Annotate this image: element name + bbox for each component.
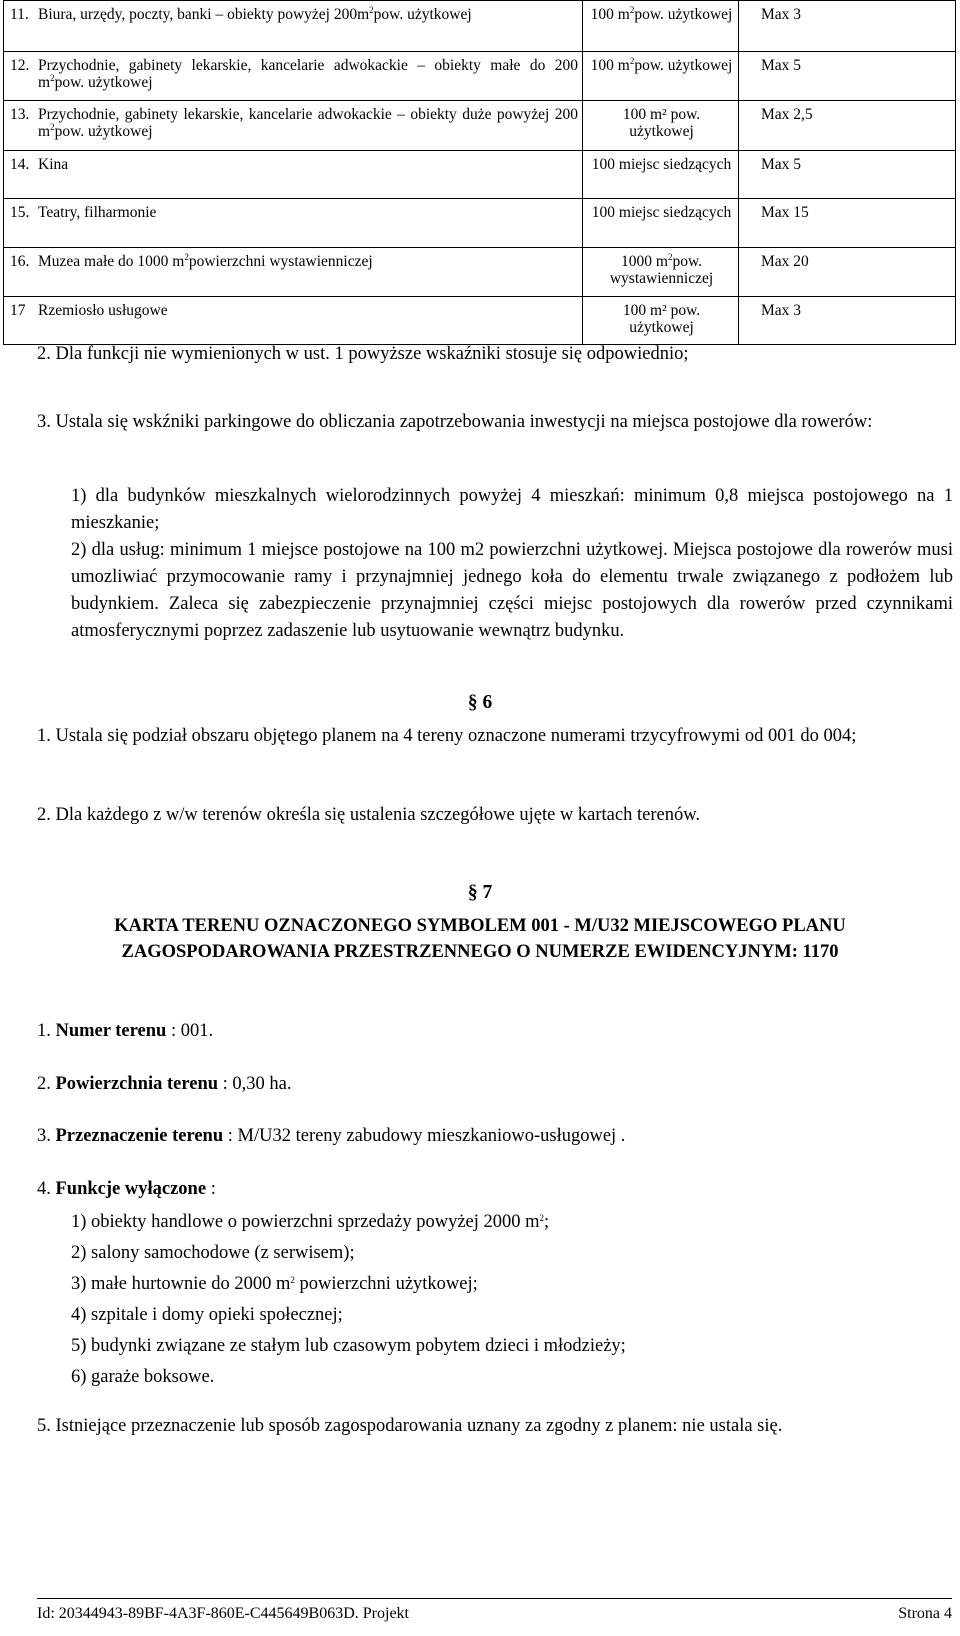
list-item: 6) garaże boksowe. — [71, 1367, 215, 1387]
footer — [37, 1605, 952, 1623]
list-item: 2) salony samochodowe (z serwisem); — [71, 1243, 355, 1263]
row-unit-cell: 100 miejsc siedzących — [583, 151, 739, 199]
table-row — [4, 101, 956, 151]
row-description: Kina — [38, 156, 69, 173]
table-row — [4, 52, 956, 101]
card-item-4: 4. Funkcje wyłączone : — [37, 1179, 216, 1199]
row-description: Muzea małe do 1000 $m^2powierzchni$ wystawienniczej — [38, 252, 373, 270]
table-row — [4, 248, 956, 297]
row-unit-cell: 100 m² pow. użytkowej — [583, 101, 739, 151]
section-6-paragraph-2: 2. Dla każdego z w/w terenów określa się ustalenia szczegółowe ujęte w kartach terenów. — [37, 805, 700, 825]
row-unit-cell: 100 miejsc siedzących — [583, 199, 739, 248]
card-title-line-1: KARTA TERENU OZNACZONEGO SYMBOLEM 001 - M/U32 MIEJSCOWEGO PLANU — [114, 916, 846, 936]
row-number: 17 — [10, 302, 26, 319]
paragraph-3-item-2: 2) dla usług: minimum 1 miejsce postojowe na 100 m2 powierzchni użytkowej. Miejsca postojowe dla rowerów musi umozliwiać przymocowanie ramy i przynajmniej jednego koła do elementu trwale związanego z podłożem lub budynkiem. Zaleca się zabezpieczenie przynajmniej części miejsc postojowych dla rowerów przed czynnikami atmosferycznymi poprzez zadaszenie lub usytuowanie wewnątrz budynku. — [71, 540, 953, 641]
list-item: 1) obiekty handlowe o powierzchni sprzedaży powyżej 2000 $m^2$; — [71, 1212, 550, 1232]
row-description-cell — [4, 1, 583, 52]
paragraph-2: 2. Dla funkcji nie wymienionych w ust. 1 powyższe wskaźniki stosuje się odpowiednio; — [37, 344, 689, 364]
row-unit-cell: 100 $m^2pow$. użytkowej — [583, 52, 739, 101]
row-value-cell: Max 2,5 — [739, 101, 956, 151]
row-description-cell — [4, 101, 583, 151]
row-description: Przychodnie, gabinety lekarskie, kancelarie adwokackie – obiekty duże powyżej 200 $m^2pow$. użytkowej — [38, 106, 578, 140]
row-description: Przychodnie, gabinety lekarskie, kancelarie adwokackie – obiekty małe do 200 $m^2pow$. użytkowej — [38, 57, 578, 91]
card-item-2: 2. Powierzchnia terenu : 0,30 ha. — [37, 1074, 292, 1094]
card-item-1: 1. Numer terenu : 001. — [37, 1021, 214, 1041]
row-number: 14. — [10, 156, 30, 173]
row-number: 16. — [10, 253, 30, 270]
section-7-heading: § 7 — [467, 882, 493, 903]
row-number: 13. — [10, 106, 30, 123]
row-value-cell: Max 5 — [739, 151, 956, 199]
footer-document-id: Id: 20344943-89BF-4A3F-860E-C445649B063D. Projekt — [37, 1605, 409, 1622]
row-description-cell — [4, 297, 583, 345]
footer-page-number: Strona 4 — [898, 1605, 952, 1622]
row-value-cell: Max 3 — [739, 1, 956, 52]
footer-divider — [37, 1598, 952, 1599]
row-description-cell — [4, 151, 583, 199]
table-row — [4, 1, 956, 52]
row-description-cell — [4, 52, 583, 101]
row-value-cell: Max 15 — [739, 199, 956, 248]
row-value-cell: Max 3 — [739, 297, 956, 345]
section-6-heading: § 6 — [467, 692, 493, 713]
row-unit-cell: 100 $m^2pow$. użytkowej — [583, 1, 739, 52]
card-title-line-2: ZAGOSPODAROWANIA PRZESTRZENNEGO O NUMERZE EWIDENCYJNYM: 1170 — [121, 942, 839, 962]
row-description-cell — [4, 248, 583, 297]
list-item: 5) budynki związane ze stałym lub czasowym pobytem dzieci i młodzieży; — [71, 1336, 626, 1356]
list-item: 3) małe hurtownie do 2000 $m^2$ powierzchni użytkowej; — [71, 1274, 478, 1294]
table-row — [4, 199, 956, 248]
row-number: 12. — [10, 57, 30, 74]
row-number: 15. — [10, 204, 30, 221]
row-value-cell: Max 5 — [739, 52, 956, 101]
card-item-5: 5. Istniejące przeznaczenie lub sposób zagospodarowania uznany za zgodny z planem: nie ustala się. — [37, 1416, 783, 1436]
card-item-3: 3. Przeznaczenie terenu : M/U32 tereny zabudowy mieszkaniowo-usługowej . — [37, 1126, 626, 1146]
row-description: Rzemiosło usługowe — [38, 302, 168, 319]
list-item: 4) szpitale i domy opieki społecznej; — [71, 1305, 343, 1325]
table-row — [4, 151, 956, 199]
row-value-cell: Max 20 — [739, 248, 956, 297]
section-6-paragraph-1: 1. Ustala się podział obszaru objętego planem na 4 tereny oznaczone numerami trzycyfrowymi od 001 do 004; — [37, 726, 857, 746]
row-unit-cell: 100 m² pow. użytkowej — [583, 297, 739, 345]
row-description-cell — [4, 199, 583, 248]
row-unit-cell: 1000 $m^2pow$. wystawienniczej — [583, 248, 739, 297]
table-row — [4, 297, 956, 345]
row-description: Biura, urzędy, poczty, banki – obiekty powyżej $200m^2pow$. użytkowej — [38, 5, 472, 23]
row-description: Teatry, filharmonie — [38, 204, 157, 221]
parking-indicator-table — [3, 0, 956, 345]
paragraph-3: 3. Ustala się wskźniki parkingowe do obliczania zapotrzebowania inwestycji na miejsca postojowe dla rowerów: — [37, 412, 873, 432]
row-number: 11. — [10, 6, 29, 23]
paragraph-3-item-1: 1) dla budynków mieszkalnych wielorodzinnych powyżej 4 mieszkań: minimum 0,8 miejsca postojowego na 1 mieszkanie; — [71, 486, 953, 533]
